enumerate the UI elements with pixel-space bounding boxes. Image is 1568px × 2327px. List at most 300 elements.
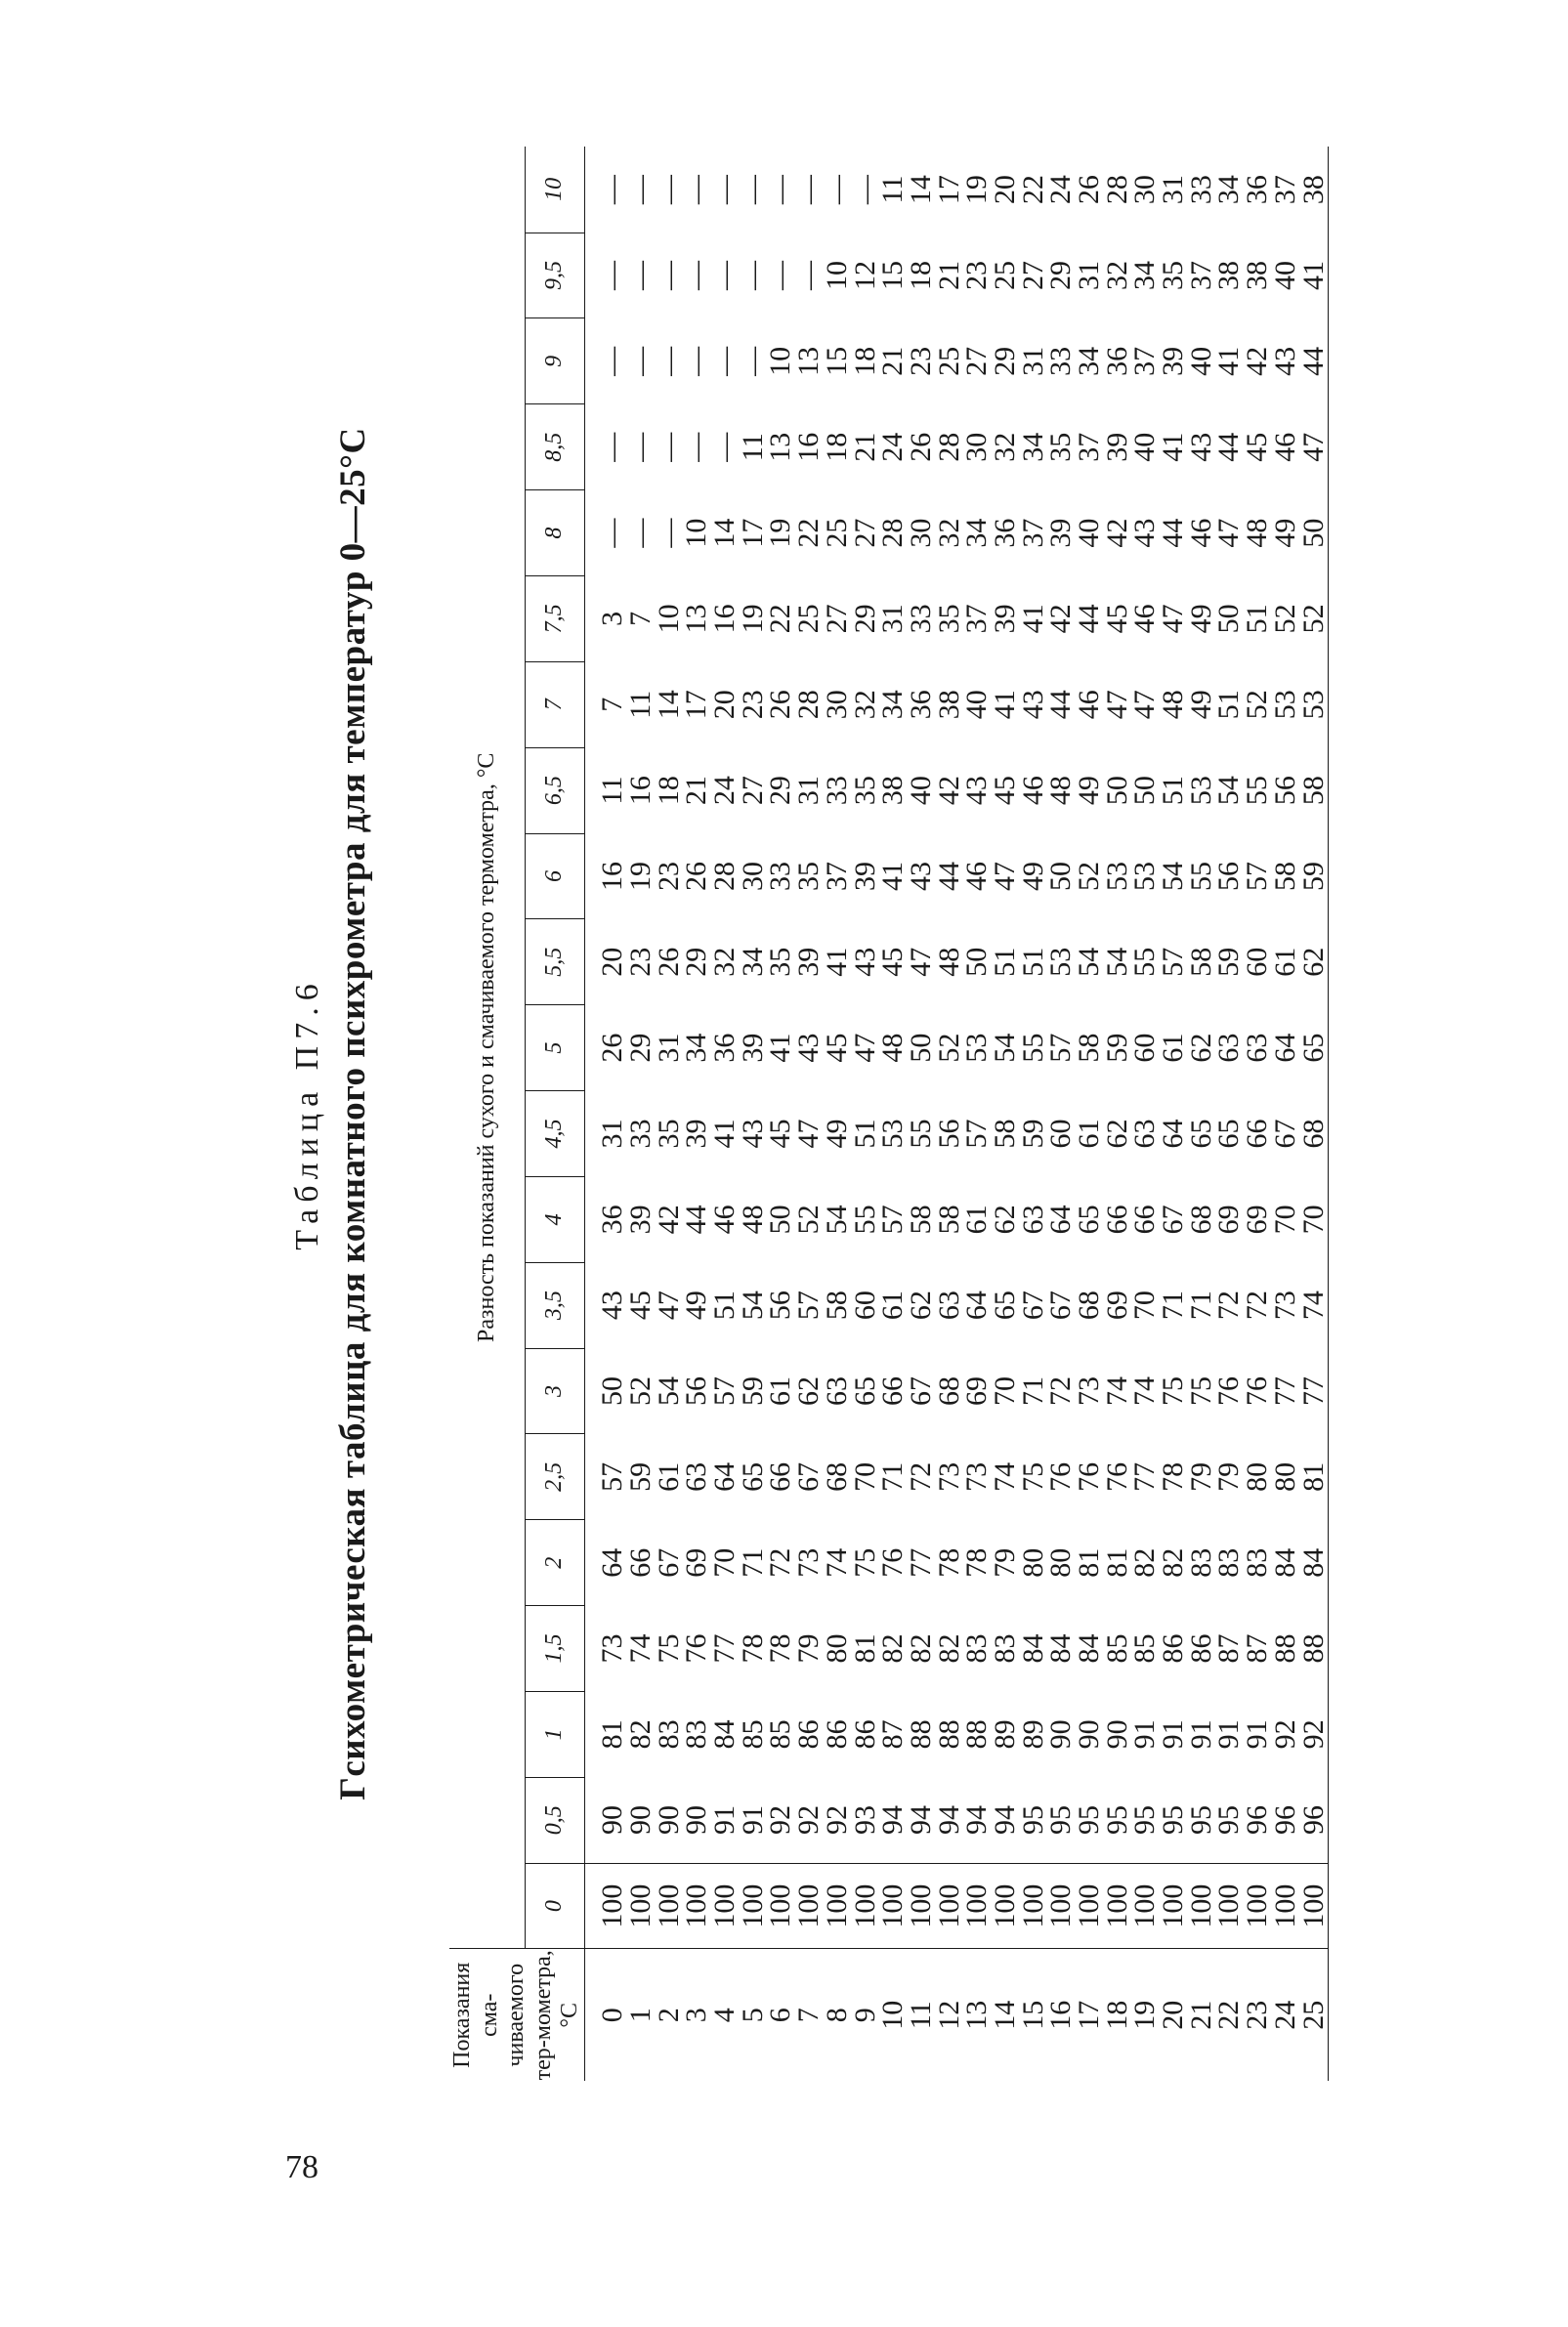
humidity-cell: 40 [1268, 261, 1301, 291]
wet-bulb-reading: 11 [908, 1949, 936, 2081]
column-header: 6,5 [525, 747, 584, 833]
humidity-cell: 100 [1047, 1863, 1076, 1949]
humidity-cell: 84 [1299, 1520, 1328, 1606]
humidity-cell: 27 [960, 346, 994, 376]
humidity-cell: — [680, 175, 713, 205]
humidity-cell: 88 [1299, 1606, 1328, 1692]
humidity-cell: 46 [1184, 518, 1217, 548]
humidity-cell: 47 [1212, 518, 1246, 548]
humidity-cell: 29 [764, 776, 797, 806]
humidity-cell: 33 [1044, 346, 1078, 376]
humidity-cell: 43 [736, 1119, 769, 1149]
humidity-cell: 95 [1016, 1804, 1049, 1835]
humidity-cell: 51 [1212, 690, 1246, 720]
humidity-cell: 33 [624, 1119, 657, 1149]
humidity-cell: 10 [652, 604, 685, 634]
humidity-cell: — [652, 175, 685, 205]
humidity-cell: — [848, 175, 881, 205]
humidity-cell: 64 [960, 1290, 994, 1321]
table-row [1019, 147, 1047, 2081]
humidity-cell: 51 [708, 1290, 742, 1321]
humidity-cell: 44 [1044, 690, 1078, 720]
column-header: 5 [525, 1005, 584, 1091]
humidity-cell: 53 [1044, 947, 1078, 977]
humidity-cell: 53 [960, 1033, 994, 1063]
humidity-cell: 90 [1073, 1719, 1105, 1750]
table-body [584, 147, 1328, 2081]
humidity-cell: 45 [1100, 604, 1133, 634]
humidity-cell: 100 [795, 1863, 824, 1949]
humidity-cell: 70 [1268, 1205, 1301, 1235]
humidity-cell: 69 [680, 1547, 713, 1578]
humidity-cell: 91 [1157, 1719, 1190, 1750]
humidity-cell: 62 [1184, 1033, 1217, 1063]
humidity-cell: 48 [876, 1033, 910, 1063]
humidity-cell: 28 [932, 432, 965, 462]
humidity-cell: 45 [624, 1290, 657, 1321]
humidity-cell: 95 [1073, 1804, 1105, 1835]
column-header: 1,5 [525, 1606, 584, 1692]
column-header: 10 [525, 147, 584, 233]
humidity-cell: 84 [708, 1719, 742, 1750]
column-header: 8,5 [525, 404, 584, 490]
humidity-cell: 63 [1212, 1033, 1246, 1063]
humidity-cell: 21 [680, 776, 713, 806]
humidity-cell: 15 [876, 261, 910, 291]
humidity-cell: 77 [1268, 1376, 1301, 1407]
humidity-cell: 57 [1241, 861, 1274, 891]
humidity-cell: 44 [932, 861, 965, 891]
humidity-cell: 100 [711, 1863, 740, 1949]
humidity-cell: 38 [932, 690, 965, 720]
humidity-cell: 86 [1184, 1633, 1217, 1664]
humidity-cell: 60 [848, 1290, 881, 1321]
humidity-cell: 10 [764, 346, 797, 376]
wet-bulb-reading: 9 [851, 1949, 879, 2081]
humidity-cell: 65 [1212, 1119, 1246, 1149]
humidity-cell: 82 [1128, 1547, 1162, 1578]
humidity-cell: 37 [1073, 432, 1105, 462]
humidity-cell: 37 [1016, 518, 1049, 548]
table-row [1160, 147, 1188, 2081]
humidity-cell: 51 [988, 947, 1021, 977]
humidity-cell: 80 [820, 1633, 853, 1664]
humidity-cell: 38 [1299, 147, 1328, 233]
humidity-cell: 62 [904, 1290, 937, 1321]
humidity-cell: 77 [1299, 1348, 1328, 1434]
humidity-cell: 66 [1100, 1205, 1133, 1235]
humidity-cell: 68 [820, 1461, 853, 1492]
humidity-cell: 88 [904, 1719, 937, 1750]
humidity-cell: 59 [1299, 833, 1328, 919]
humidity-cell: 39 [848, 861, 881, 891]
humidity-cell: 61 [764, 1376, 797, 1407]
humidity-cell: — [624, 175, 657, 205]
table-row [1187, 147, 1215, 2081]
humidity-cell: 11 [876, 175, 910, 204]
humidity-cell: — [596, 261, 629, 291]
column-header: 8 [525, 490, 584, 576]
wet-bulb-reading: 21 [1187, 1949, 1215, 2081]
humidity-cell: 90 [1100, 1719, 1133, 1750]
humidity-cell: 55 [904, 1119, 937, 1149]
wet-bulb-reading: 24 [1271, 1949, 1299, 2081]
humidity-cell: 88 [1268, 1633, 1301, 1664]
humidity-cell: 100 [1131, 1863, 1160, 1949]
wet-bulb-reading: 12 [935, 1949, 963, 2081]
humidity-cell: 83 [680, 1719, 713, 1750]
humidity-cell: 51 [1157, 776, 1190, 806]
humidity-cell: 43 [960, 776, 994, 806]
humidity-cell: 67 [1044, 1290, 1078, 1321]
humidity-cell: 52 [1268, 604, 1301, 634]
humidity-cell: — [624, 518, 657, 548]
humidity-cell: 81 [1073, 1547, 1105, 1578]
humidity-cell: 20 [988, 175, 1021, 205]
humidity-cell: 33 [904, 604, 937, 634]
humidity-cell: 78 [736, 1633, 769, 1664]
humidity-cell: 29 [624, 1033, 657, 1063]
humidity-cell: — [596, 518, 629, 548]
table-row [683, 147, 711, 2081]
humidity-cell: 70 [988, 1376, 1021, 1407]
humidity-cell: 92 [764, 1804, 797, 1835]
humidity-cell: 83 [1212, 1547, 1246, 1578]
humidity-cell: 56 [680, 1376, 713, 1407]
humidity-cell: 100 [1187, 1863, 1215, 1949]
humidity-cell: 63 [1241, 1033, 1274, 1063]
humidity-cell: 61 [876, 1290, 910, 1321]
humidity-cell: 46 [1128, 604, 1162, 634]
humidity-cell: 70 [1128, 1290, 1162, 1321]
humidity-cell: 81 [596, 1719, 629, 1750]
humidity-cell: 53 [1184, 776, 1217, 806]
humidity-cell: 96 [1268, 1804, 1301, 1835]
table-row [711, 147, 740, 2081]
wet-bulb-reading: 3 [683, 1949, 711, 2081]
humidity-cell: 75 [1016, 1461, 1049, 1492]
humidity-cell: 41 [876, 861, 910, 891]
wet-bulb-reading: 22 [1215, 1949, 1244, 2081]
table-row [1131, 147, 1160, 2081]
humidity-cell: 37 [820, 861, 853, 891]
humidity-cell: 41 [1016, 604, 1049, 634]
humidity-cell: 45 [988, 776, 1021, 806]
table-row [1299, 147, 1328, 2081]
humidity-cell: 26 [764, 690, 797, 720]
humidity-cell: 65 [1299, 1005, 1328, 1091]
humidity-cell: 61 [1268, 947, 1301, 977]
humidity-cell: 39 [1100, 432, 1133, 462]
humidity-cell: 85 [1100, 1633, 1133, 1664]
humidity-cell: 82 [904, 1633, 937, 1664]
humidity-cell: 47 [988, 861, 1021, 891]
wet-bulb-reading: 17 [1076, 1949, 1104, 2081]
humidity-cell: 91 [1241, 1719, 1274, 1750]
humidity-cell: 16 [596, 861, 629, 891]
wet-bulb-reading: 18 [1103, 1949, 1131, 2081]
group-header: Разность показаний сухого и смачиваемого термометра, °С [449, 147, 525, 1949]
humidity-cell: 91 [708, 1804, 742, 1835]
humidity-cell: 100 [1076, 1863, 1104, 1949]
humidity-cell: 46 [1268, 432, 1301, 462]
humidity-cell: 45 [1241, 432, 1274, 462]
humidity-cell: 59 [1016, 1119, 1049, 1149]
humidity-cell: 100 [1160, 1863, 1188, 1949]
humidity-cell: 79 [1184, 1461, 1217, 1492]
column-header: 4,5 [525, 1091, 584, 1177]
column-header: 2 [525, 1520, 584, 1606]
humidity-cell: 41 [820, 947, 853, 977]
table-row [851, 147, 879, 2081]
table-row [935, 147, 963, 2081]
humidity-cell: 84 [1073, 1633, 1105, 1664]
humidity-cell: 32 [708, 947, 742, 977]
humidity-cell: 24 [1044, 175, 1078, 205]
humidity-cell: 73 [960, 1461, 994, 1492]
table-row [908, 147, 936, 2081]
humidity-cell: 47 [1157, 604, 1190, 634]
humidity-cell: 44 [1073, 604, 1105, 634]
humidity-cell: 43 [848, 947, 881, 977]
humidity-cell: 37 [1268, 175, 1301, 205]
humidity-cell: 50 [1044, 861, 1078, 891]
humidity-cell: — [708, 261, 742, 291]
humidity-cell: 76 [1100, 1461, 1133, 1492]
humidity-cell: 95 [1044, 1804, 1078, 1835]
humidity-cell: 74 [1100, 1376, 1133, 1407]
humidity-cell: 22 [764, 604, 797, 634]
humidity-cell: — [680, 432, 713, 462]
humidity-cell: 18 [820, 432, 853, 462]
humidity-cell: 52 [1073, 861, 1105, 891]
humidity-cell: 58 [904, 1205, 937, 1235]
humidity-cell: 74 [988, 1461, 1021, 1492]
humidity-cell: 7 [596, 697, 629, 712]
humidity-cell: 22 [1016, 175, 1049, 205]
humidity-cell: 92 [1268, 1719, 1301, 1750]
humidity-cell: 78 [932, 1547, 965, 1578]
humidity-cell: 74 [1299, 1262, 1328, 1348]
humidity-cell: 61 [1157, 1033, 1190, 1063]
humidity-cell: 77 [1128, 1461, 1162, 1492]
humidity-cell: 11 [596, 776, 629, 805]
humidity-cell: 52 [932, 1033, 965, 1063]
humidity-cell: 86 [848, 1719, 881, 1750]
humidity-cell: 57 [1044, 1033, 1078, 1063]
humidity-cell: — [736, 261, 769, 291]
humidity-cell: 95 [1212, 1804, 1246, 1835]
humidity-cell: 43 [904, 861, 937, 891]
humidity-cell: 14 [708, 518, 742, 548]
humidity-cell: 67 [904, 1376, 937, 1407]
humidity-cell: 36 [596, 1205, 629, 1235]
humidity-cell: 29 [848, 604, 881, 634]
humidity-cell: 19 [960, 175, 994, 205]
humidity-cell: 61 [652, 1461, 685, 1492]
humidity-cell: 86 [1157, 1633, 1190, 1664]
humidity-cell: 68 [1073, 1290, 1105, 1321]
humidity-cell: 25 [988, 261, 1021, 291]
column-header: 5,5 [525, 919, 584, 1005]
humidity-cell: 71 [876, 1461, 910, 1492]
humidity-cell: 91 [1128, 1719, 1162, 1750]
humidity-cell: 84 [1044, 1633, 1078, 1664]
humidity-cell: 55 [1241, 776, 1274, 806]
column-header: 0,5 [525, 1777, 584, 1863]
humidity-cell: 29 [680, 947, 713, 977]
humidity-cell: 80 [1241, 1461, 1274, 1492]
humidity-cell: 65 [1184, 1119, 1217, 1149]
humidity-cell: 14 [652, 690, 685, 720]
column-header: 2,5 [525, 1434, 584, 1520]
humidity-cell: 50 [904, 1033, 937, 1063]
humidity-cell: 32 [848, 690, 881, 720]
humidity-cell: 61 [960, 1205, 994, 1235]
humidity-cell: 10 [680, 518, 713, 548]
humidity-cell: — [764, 175, 797, 205]
humidity-cell: — [596, 175, 629, 205]
humidity-cell: 66 [624, 1547, 657, 1578]
humidity-cell: 72 [1241, 1290, 1274, 1321]
humidity-cell: 50 [960, 947, 994, 977]
humidity-cell: 80 [1016, 1547, 1049, 1578]
humidity-cell: 57 [960, 1119, 994, 1149]
humidity-cell: 30 [1128, 175, 1162, 205]
humidity-cell: 40 [904, 776, 937, 806]
humidity-cell: 85 [1128, 1633, 1162, 1664]
humidity-cell: 85 [736, 1719, 769, 1750]
humidity-cell: 76 [1241, 1376, 1274, 1407]
humidity-cell: 88 [932, 1719, 965, 1750]
humidity-cell: 27 [848, 518, 881, 548]
humidity-cell: — [652, 346, 685, 376]
humidity-cell: 38 [1241, 261, 1274, 291]
humidity-cell: 59 [1100, 1033, 1133, 1063]
humidity-cell: 41 [1299, 233, 1328, 318]
wet-bulb-reading: 1 [627, 1949, 656, 2081]
humidity-cell: 86 [820, 1719, 853, 1750]
column-header: 6 [525, 833, 584, 919]
humidity-cell: 49 [680, 1290, 713, 1321]
humidity-cell: — [708, 346, 742, 376]
humidity-cell: 57 [876, 1205, 910, 1235]
humidity-cell: 33 [764, 861, 797, 891]
humidity-cell: 25 [792, 604, 826, 634]
humidity-cell: 100 [1299, 1863, 1328, 1949]
humidity-cell: 75 [848, 1547, 881, 1578]
humidity-cell: 47 [652, 1290, 685, 1321]
column-header: 9 [525, 318, 584, 404]
humidity-cell: 42 [652, 1205, 685, 1235]
humidity-cell: 35 [1044, 432, 1078, 462]
humidity-cell: 60 [1241, 947, 1274, 977]
humidity-cell: 59 [736, 1376, 769, 1407]
humidity-cell: 57 [1157, 947, 1190, 977]
humidity-cell: 53 [1299, 661, 1328, 747]
humidity-cell: 44 [680, 1205, 713, 1235]
humidity-cell: 39 [736, 1033, 769, 1063]
humidity-cell: 34 [680, 1033, 713, 1063]
humidity-cell: 89 [988, 1719, 1021, 1750]
humidity-cell: 69 [1212, 1205, 1246, 1235]
humidity-cell: 95 [1184, 1804, 1217, 1835]
column-header: 3,5 [525, 1262, 584, 1348]
humidity-cell: 30 [904, 518, 937, 548]
humidity-cell: 40 [1184, 346, 1217, 376]
column-header: 0 [525, 1863, 584, 1949]
humidity-cell: 13 [792, 346, 826, 376]
humidity-cell: 76 [680, 1633, 713, 1664]
humidity-cell: 54 [1212, 776, 1246, 806]
humidity-cell: 34 [960, 518, 994, 548]
wet-bulb-reading: 14 [992, 1949, 1020, 2081]
humidity-cell: 100 [627, 1863, 656, 1949]
humidity-cell: 25 [932, 346, 965, 376]
humidity-cell: 35 [1157, 261, 1190, 291]
humidity-cell: 43 [1128, 518, 1162, 548]
humidity-cell: 14 [904, 175, 937, 205]
table-row [1215, 147, 1244, 2081]
humidity-cell: 52 [1241, 690, 1274, 720]
humidity-cell: 67 [1268, 1119, 1301, 1149]
humidity-cell: 69 [1100, 1290, 1133, 1321]
humidity-cell: 79 [792, 1633, 826, 1664]
humidity-cell: 39 [792, 947, 826, 977]
table-row [1271, 147, 1299, 2081]
humidity-cell: 100 [908, 1863, 936, 1949]
humidity-cell: 77 [708, 1633, 742, 1664]
humidity-cell: 54 [988, 1033, 1021, 1063]
humidity-cell: 100 [1271, 1863, 1299, 1949]
humidity-cell: 26 [680, 861, 713, 891]
humidity-cell: 100 [584, 1863, 626, 1949]
column-header-row [525, 147, 584, 2081]
wet-bulb-reading: 23 [1244, 1949, 1272, 2081]
humidity-cell: 50 [1299, 490, 1328, 576]
humidity-cell: 68 [1299, 1091, 1328, 1177]
humidity-cell: 64 [596, 1547, 629, 1578]
humidity-cell: 84 [1016, 1633, 1049, 1664]
humidity-cell: 34 [1073, 346, 1105, 376]
humidity-cell: 17 [932, 175, 965, 205]
humidity-cell: 34 [1212, 175, 1246, 205]
humidity-cell: 100 [1215, 1863, 1244, 1949]
humidity-cell: 100 [767, 1863, 795, 1949]
humidity-cell: 94 [988, 1804, 1021, 1835]
humidity-cell: 80 [1044, 1547, 1078, 1578]
humidity-cell: 49 [1184, 604, 1217, 634]
humidity-cell: — [764, 261, 797, 291]
humidity-cell: 27 [1016, 261, 1049, 291]
humidity-cell: 54 [1073, 947, 1105, 977]
humidity-cell: — [652, 261, 685, 291]
humidity-cell: 70 [848, 1461, 881, 1492]
humidity-cell: 65 [736, 1461, 769, 1492]
humidity-cell: 69 [1241, 1205, 1274, 1235]
humidity-cell: 48 [1044, 776, 1078, 806]
humidity-cell: 18 [904, 261, 937, 291]
humidity-cell: 93 [848, 1804, 881, 1835]
humidity-cell: 54 [820, 1205, 853, 1235]
humidity-cell: 27 [820, 604, 853, 634]
humidity-cell: — [624, 432, 657, 462]
humidity-cell: 15 [820, 346, 853, 376]
wet-bulb-reading: 2 [655, 1949, 683, 2081]
humidity-cell: — [736, 346, 769, 376]
humidity-cell: 17 [680, 690, 713, 720]
humidity-cell: 82 [932, 1633, 965, 1664]
